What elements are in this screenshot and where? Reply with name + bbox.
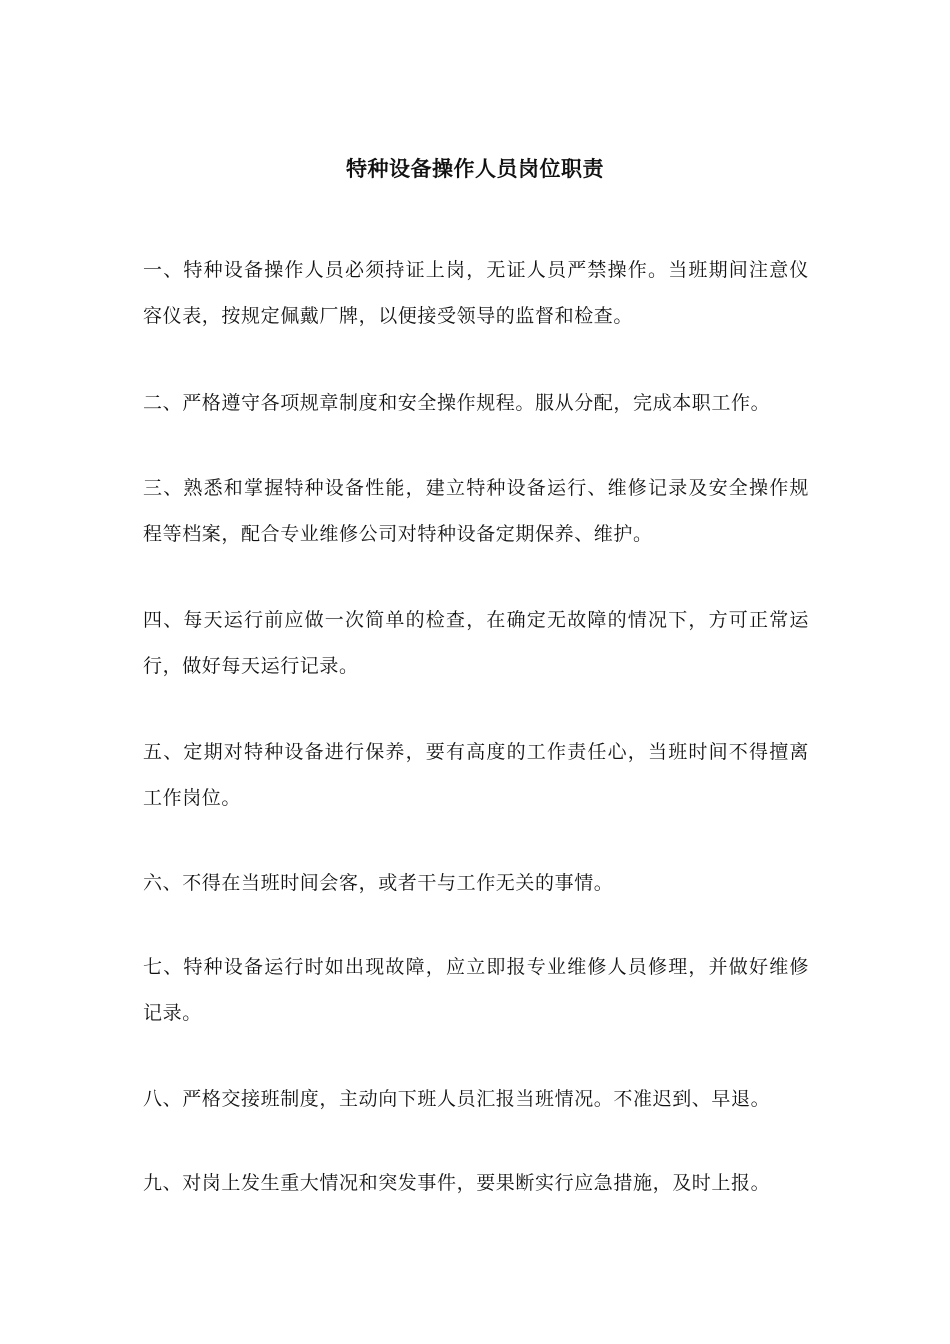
document-title: 特种设备操作人员岗位职责 (346, 156, 604, 181)
duty-paragraph-4: 四、每天运行前应做一次简单的检查，在确定无故障的情况下，方可正常运行，做好每天运行记录。 (143, 609, 809, 677)
duty-paragraph-8: 八、严格交接班制度，主动向下班人员汇报当班情况。不准迟到、早退。 (143, 1088, 771, 1110)
duty-paragraph-6: 六、不得在当班时间会客，或者干与工作无关的事情。 (143, 872, 614, 894)
duty-paragraph-9: 九、对岗上发生重大情况和突发事件，要果断实行应急措施，及时上报。 (143, 1172, 771, 1194)
duty-paragraph-5: 五、定期对特种设备进行保养，要有高度的工作责任心，当班时间不得擅离工作岗位。 (143, 741, 809, 809)
duty-paragraph-1: 一、特种设备操作人员必须持证上岗，无证人员严禁操作。当班期间注意仪容仪表，按规定佩戴厂牌，以便接受领导的监督和检查。 (143, 259, 809, 327)
duty-paragraph-3: 三、熟悉和掌握特种设备性能，建立特种设备运行、维修记录及安全操作规程等档案，配合专业维修公司对特种设备定期保养、维护。 (143, 477, 809, 545)
duty-paragraph-7: 七、特种设备运行时如出现故障，应立即报专业维修人员修理，并做好维修记录。 (143, 956, 809, 1024)
duty-paragraph-2: 二、严格遵守各项规章制度和安全操作规程。服从分配，完成本职工作。 (143, 392, 771, 414)
